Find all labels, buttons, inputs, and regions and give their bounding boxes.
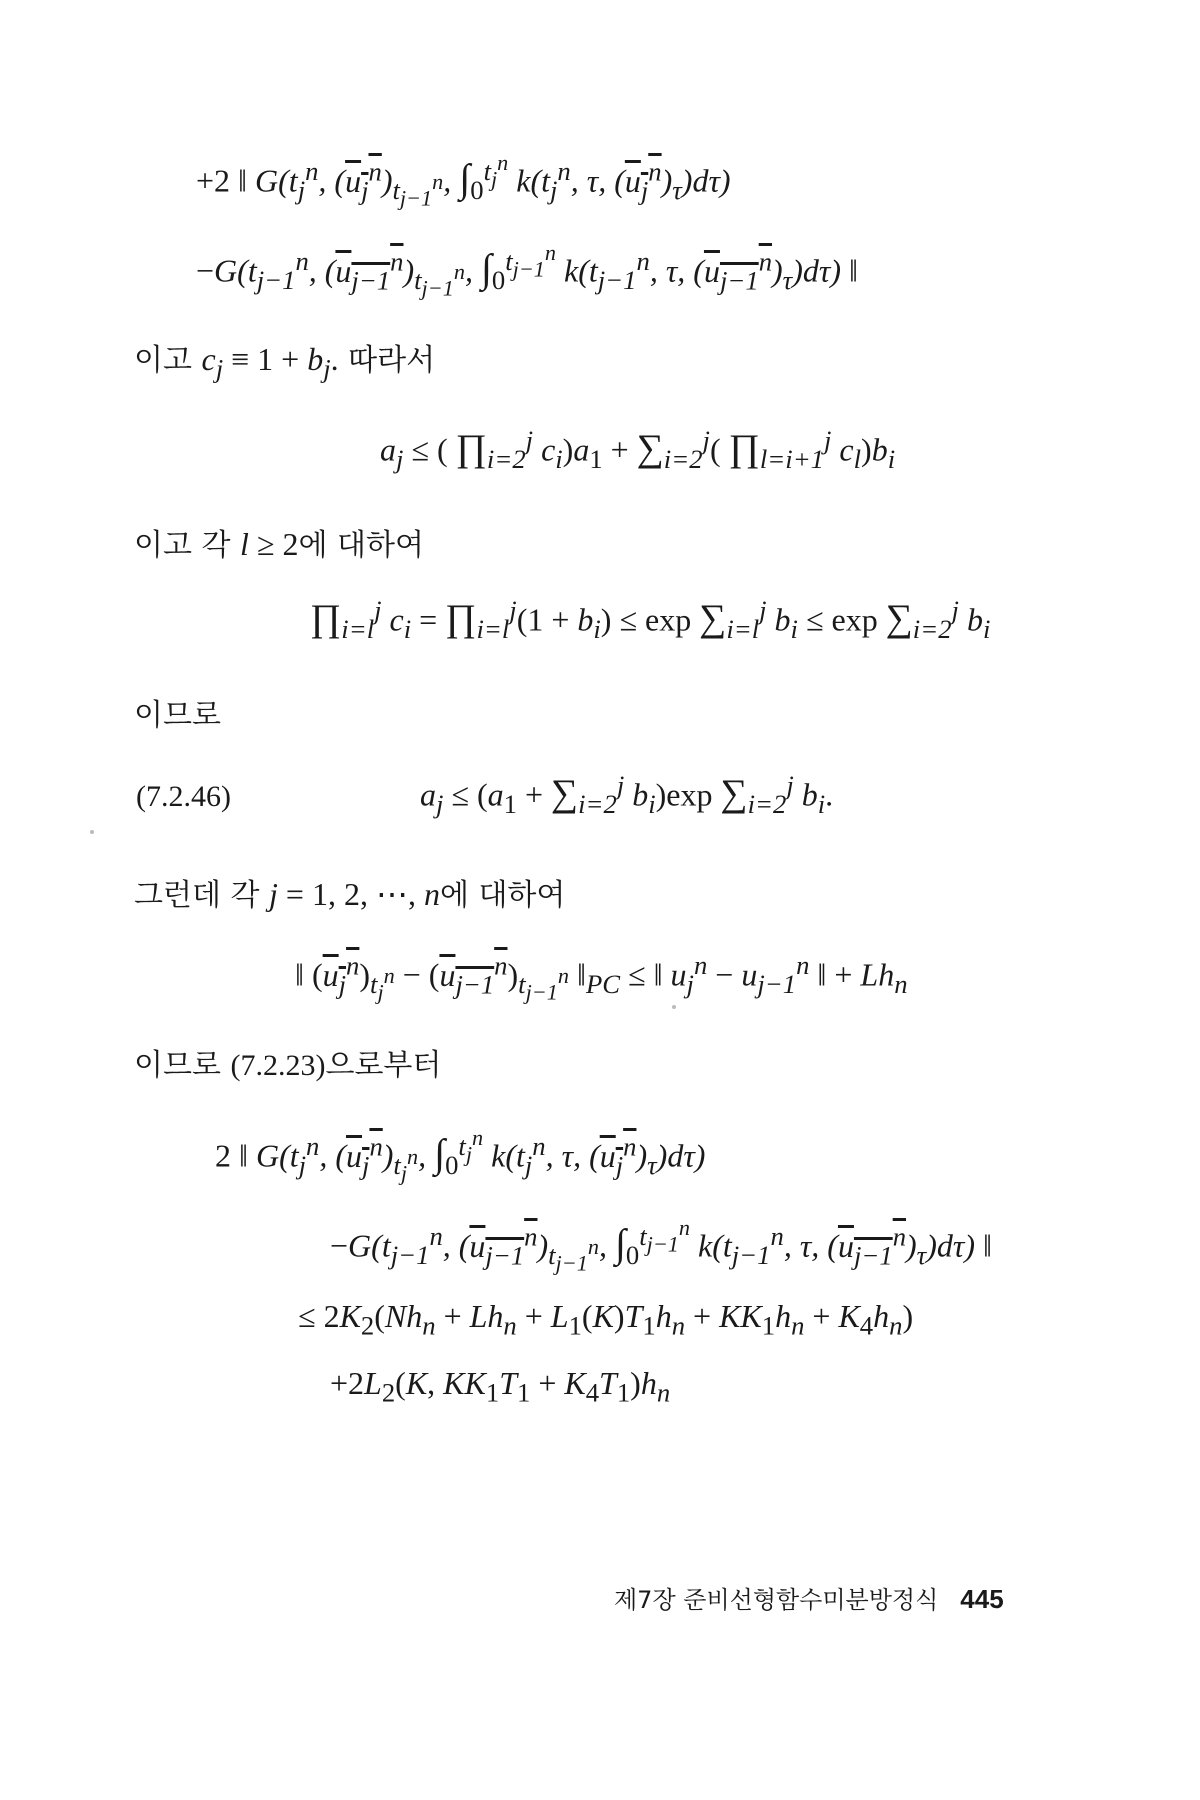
equation-number: (7.2.46) — [136, 780, 231, 813]
scan-speck — [672, 1005, 676, 1009]
equation-line-14: ≤ $2K_2(Nh_n + Lh_n + L_1(K)T_1h_n + KK_1h_n + K_4h_n)$ — [298, 1298, 914, 1341]
page-number: 445 — [960, 1584, 1004, 1614]
text-line-9: 그런데 각 j = 1, 2, ⋯, n에 대하여 — [134, 876, 566, 913]
page-footer — [614, 1580, 1004, 1615]
equation-line-15: $+2L_2(K$, $KK_1T_1 + K_4T_1)h_n$ — [330, 1365, 671, 1408]
scan-speck — [90, 830, 94, 834]
equation-line-13: $-G(t_{j-1}^n$, $(u_{j-1}^n)_{t_{j-1}^n}$, $\int_0^{t_{j-1}^n}$ $k(t_{j-1}^n$, τ, $(u_{j-1}^n)_\tau)d\tau$) ‖ — [330, 1215, 992, 1276]
equation-line-6: $\prod_{i=l}^j$ $c_i$ = $\prod_{i=l}^j(1 + b_i) \le \exp \sum_{i=l}^j$ $b_i \le \exp \sum_{i=2}^j$ $b_i$ — [310, 595, 991, 645]
equation-line-12: 2 ‖ $G(t_j^n$, $(u_j^n)_{t_j^n}$, $\int_0^{t_j^n}$ $k(t_j^n$, τ, $(u_j^n)_\tau)d\tau$) — [215, 1125, 706, 1186]
chapter-title: 제7장 준비선형함수미분방정식 — [614, 1586, 939, 1614]
equation-line-1: +2 ‖ $G(t_j^n$, $(u_j^n)_{t_{j-1}^n}$, $\int_0^{t_j^n}$ $k(t_j^n$, τ, $(u_j^n)_\tau)d\tau$) — [196, 150, 731, 211]
text-line-5: 이고 각 l ≥ 2에 대하여 — [134, 526, 424, 563]
equation-line-4: $a_j$ ≤ ( $\prod_{i=2}^j$ $c_i)a_1 + \sum_{i=2}^j$( $\prod_{l=i+1}^j$ $c_l)b_i$ — [380, 425, 896, 475]
equation-line-8: $a_j \le (a_1 + \sum_{i=2}^j$ $b_i)\exp$ $\sum_{i=2}^j$ $b_i$. — [420, 770, 834, 820]
equation-line-10: ‖ $(u_j^n)_{t_j^n} - (u_{j-1}^n)_{t_{j-1}^n}$ $‖_{PC}$ ≤ ‖ $u_j^n - u_{j-1}^n$ ‖ + $Lh_n$ — [295, 950, 908, 1005]
text-line-7: 이므로 — [134, 698, 221, 733]
text-line-3: 이고 $c_j \equiv 1 + b_j$. 따라서 — [134, 341, 436, 384]
text-line-11: 이므로 (7.2.23)으로부터 — [134, 1048, 442, 1083]
equation-line-2: $-G(t_{j-1}^n$, $(u_{j-1}^n)_{t_{j-1}^n}$, $\int_0^{t_{j-1}^n}$ $k(t_{j-1}^n$, τ, $(u_{j-1}^n)_\tau)d\tau$) ‖ — [196, 240, 858, 301]
